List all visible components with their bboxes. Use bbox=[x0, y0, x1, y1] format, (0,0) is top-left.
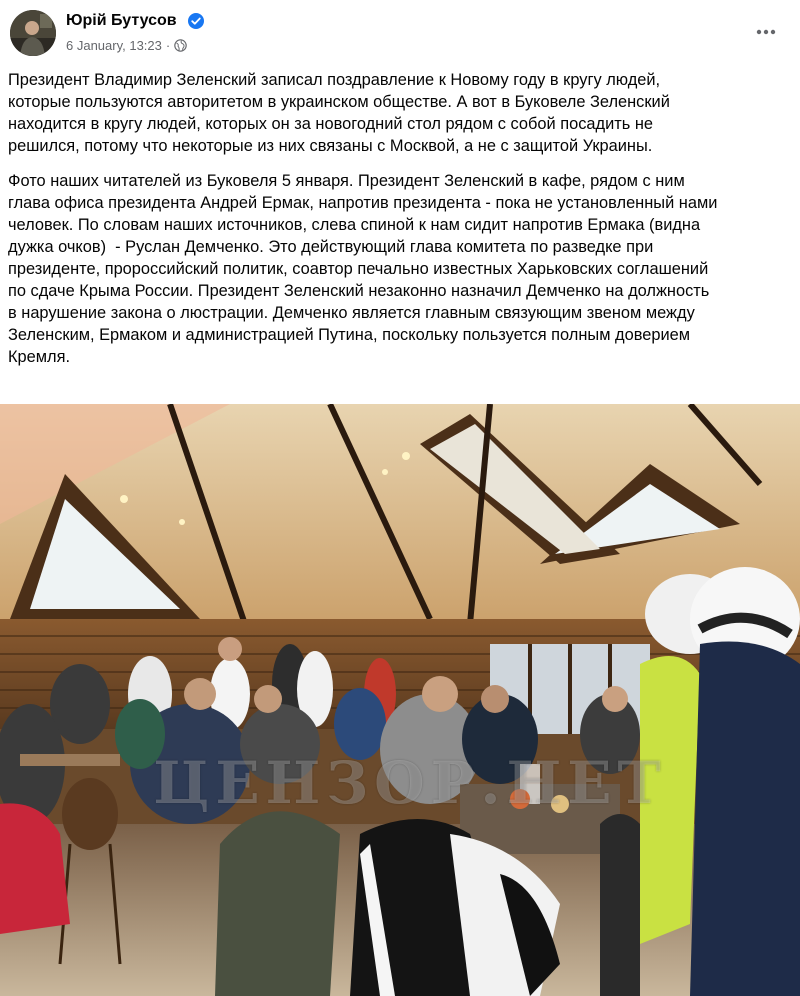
post-timestamp[interactable]: 6 January, 13:23 bbox=[66, 38, 162, 53]
post-meta bbox=[66, 38, 187, 53]
globe-icon[interactable] bbox=[174, 39, 187, 52]
more-horizontal-icon bbox=[756, 29, 776, 35]
photo-watermark: ЦЕНЗОР.НЕТ bbox=[153, 749, 667, 817]
author-name[interactable]: Юрій Бутусов bbox=[66, 12, 177, 29]
meta-separator: · bbox=[165, 38, 171, 53]
post-paragraph-2: Фото наших читателей из Буковеля 5 января. Президент Зеленский в кафе, рядом с ним глава офиса президента Андрей Ермак, напротив президента - пока не установленный нами человек. По словам наших источников, слева спиной к нам сидит напротив Ермака (видна дужка очков) - Руслан Демченко. Это действующий глава комитета по разведке при президенте, пророссийский политик, соавтор печально известных Харьковских соглашений по сдаче Крыма России. Президент Зеленский незаконно назначил Демченко на должность в нарушение закона о люстрации. Демченко является главным связующим звеном между Зеленским, Ермаком и администрацией Путина, поскольку пользуется полным доверием Кремля. bbox=[8, 172, 718, 366]
cafe-photo bbox=[0, 404, 800, 996]
more-options-button[interactable] bbox=[748, 18, 784, 46]
post-body bbox=[8, 69, 778, 381]
verified-badge-icon bbox=[187, 12, 205, 30]
post-header bbox=[0, 0, 800, 66]
post-paragraph-1: Президент Владимир Зеленский записал поздравление к Новому году в кругу людей, которые пользуются авторитетом в украинском обществе. А вот в Буковеле Зеленский находится в кругу людей, которых он за новогодний стол рядом с собой посадить не решился, потому что некоторые из них связаны с Москвой, а не с защитой Украины. bbox=[8, 71, 670, 155]
avatar-image bbox=[10, 10, 56, 56]
author-avatar[interactable] bbox=[10, 10, 56, 56]
post-photo[interactable] bbox=[0, 404, 800, 996]
